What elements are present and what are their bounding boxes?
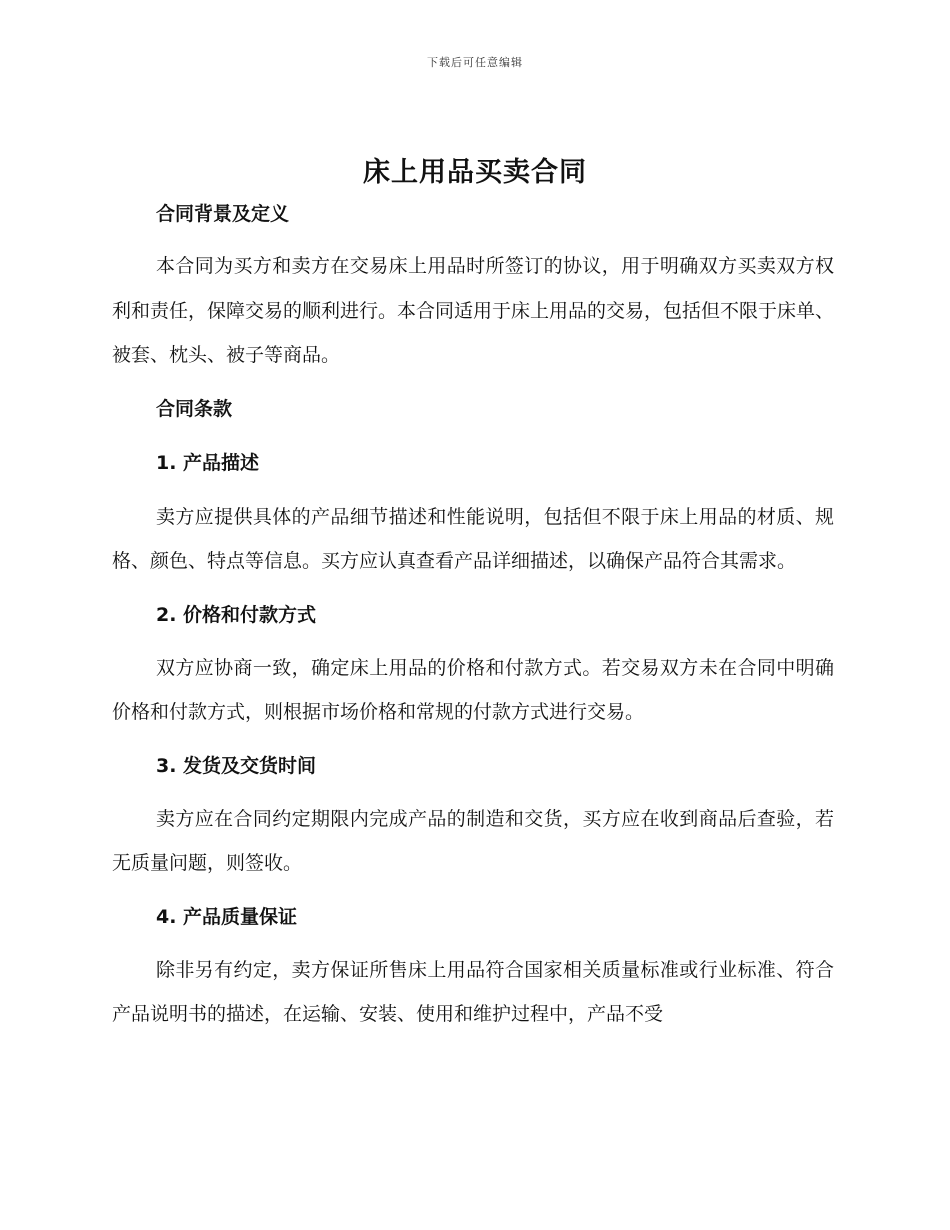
- section-body-product-description: 卖方应提供具体的产品细节描述和性能说明，包括但不限于床上用品的材质、规格、颜色、特点等信息。买方应认真查看产品详细描述，以确保产品符合其需求。: [112, 505, 834, 572]
- section-body-quality: 除非另有约定，卖方保证所售床上用品符合国家相关质量标准或行业标准、符合产品说明书的描述，在运输、安装、使用和维护过程中，产品不受: [112, 958, 834, 1025]
- section-heading-background: 合同背景及定义: [156, 203, 290, 225]
- document-title: 床上用品买卖合同: [363, 157, 587, 188]
- section-heading-terms: 合同条款: [156, 397, 233, 420]
- section-body-price-payment: 双方应协商一致，确定床上用品的价格和付款方式。若交易双方未在合同中明确价格和付款方式，则根据市场价格和常规的付款方式进行交易。: [112, 656, 834, 723]
- document-body: [112, 192, 834, 1037]
- section-heading-delivery: 3. 发货及交货时间: [156, 754, 317, 777]
- section-heading-product-description: 1. 产品描述: [156, 451, 260, 474]
- section-heading-price-payment: 2. 价格和付款方式: [156, 603, 317, 626]
- section-body-background: 本合同为买方和卖方在交易床上用品时所签订的协议，用于明确双方买卖双方权利和责任，保障交易的顺利进行。本合同适用于床上用品的交易，包括但不限于床单、被套、枕头、被子等商品。: [112, 255, 835, 366]
- header-note: 下载后可任意编辑: [427, 56, 523, 69]
- section-heading-quality: 4. 产品质量保证: [156, 905, 298, 928]
- section-body-delivery: 卖方应在合同约定期限内完成产品的制造和交货，买方应在收到商品后查验，若无质量问题，则签收。: [112, 807, 834, 874]
